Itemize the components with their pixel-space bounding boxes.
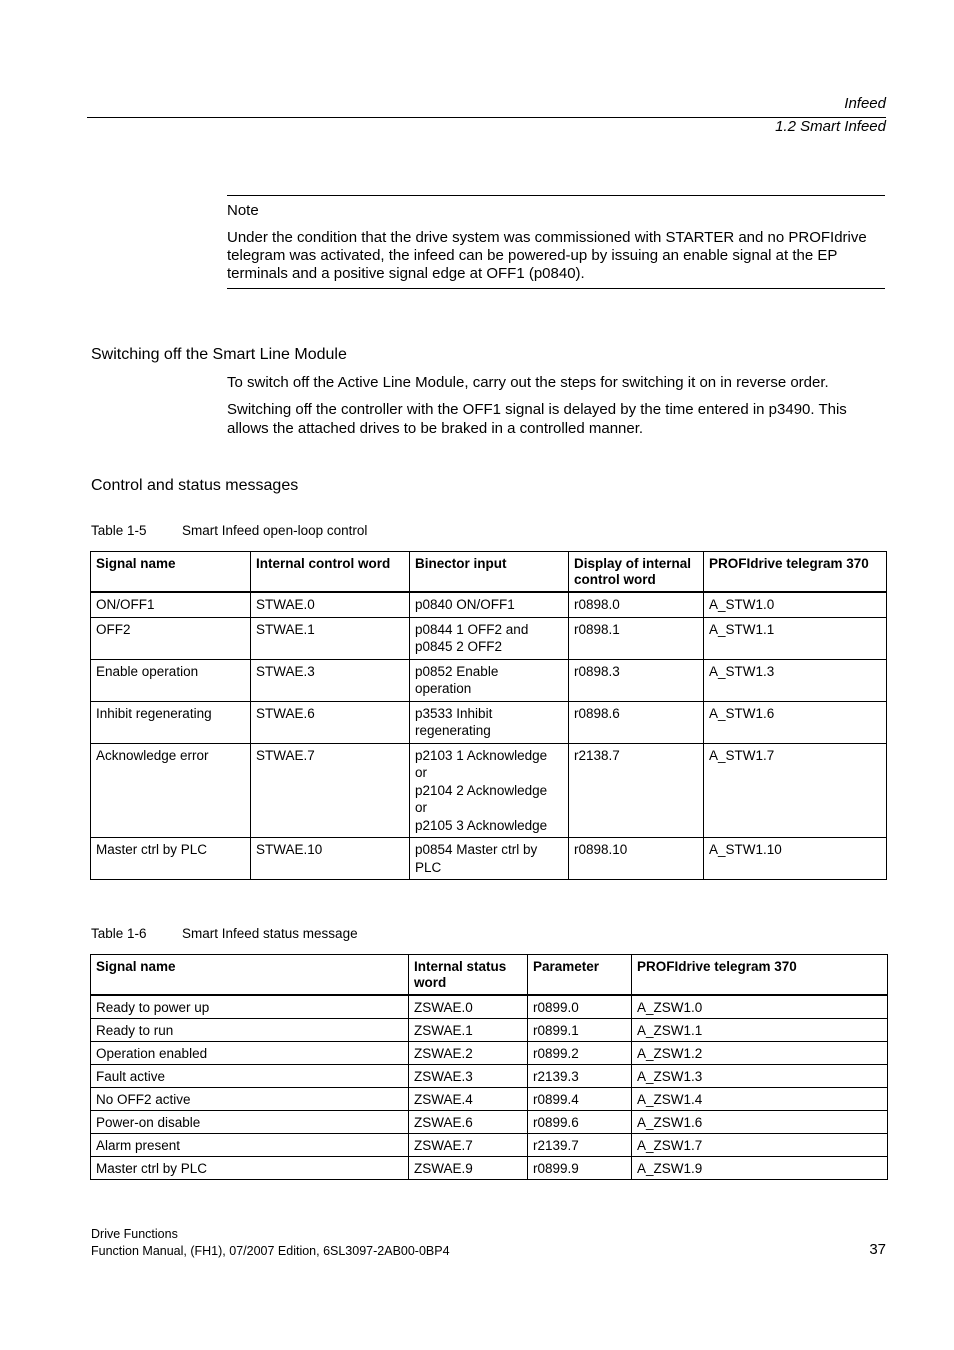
table-cell: Ready to power up xyxy=(91,995,409,1019)
table1-header-row xyxy=(91,552,887,593)
table1-header-cell: Display of internal control word xyxy=(569,552,704,593)
table-cell: r0899.9 xyxy=(528,1157,632,1180)
table-row xyxy=(91,743,887,838)
table-cell: ZSWAE.2 xyxy=(409,1042,528,1065)
table-cell: r0899.1 xyxy=(528,1019,632,1042)
note-body: Under the condition that the drive system was commissioned with STARTER and no PROFIdrive telegram was activated, the infeed can be powered-up by issuing an enable signal at the EP terminals and a positive signal edge at OFF1 (p0840). xyxy=(227,229,867,282)
table-row xyxy=(91,838,887,880)
table-row xyxy=(91,1042,888,1065)
table-cell: A_ZSW1.3 xyxy=(632,1065,888,1088)
table-cell: ZSWAE.4 xyxy=(409,1088,528,1111)
note-bottom-rule xyxy=(227,288,885,289)
table-row xyxy=(91,1065,888,1088)
table-cell: A_ZSW1.1 xyxy=(632,1019,888,1042)
table-cell: STWAE.1 xyxy=(251,617,410,659)
footer-title: Drive Functions xyxy=(91,1227,178,1241)
table-row xyxy=(91,1111,888,1134)
table-cell: Operation enabled xyxy=(91,1042,409,1065)
table-cell: ZSWAE.0 xyxy=(409,995,528,1019)
table2-header-cell: Parameter xyxy=(528,955,632,996)
table-cell: p0844 1 OFF2 and p0845 2 OFF2 xyxy=(410,617,569,659)
table-row xyxy=(91,1134,888,1157)
table-cell: A_STW1.1 xyxy=(704,617,887,659)
switching-off-para-1: To switch off the Active Line Module, carry out the steps for switching it on in reverse order. xyxy=(227,374,829,391)
table-cell: Ready to run xyxy=(91,1019,409,1042)
table2-header-row xyxy=(91,955,888,996)
note-top-rule xyxy=(227,195,885,196)
table-cell: Master ctrl by PLC xyxy=(91,1157,409,1180)
table-cell: p2103 1 Acknowledge or p2104 2 Acknowledge or p2105 3 Acknowledge xyxy=(410,743,569,838)
table-cell: A_ZSW1.0 xyxy=(632,995,888,1019)
table-cell: Acknowledge error xyxy=(91,743,251,838)
table-row xyxy=(91,659,887,701)
table-row xyxy=(91,701,887,743)
table-cell: A_ZSW1.2 xyxy=(632,1042,888,1065)
switching-off-para-2: Switching off the controller with the OFF1 signal is delayed by the time entered in p3490. This allows the attached drives to be braked in a controlled manner. xyxy=(227,401,847,437)
table-cell: STWAE.7 xyxy=(251,743,410,838)
table-cell: r0898.1 xyxy=(569,617,704,659)
table-row xyxy=(91,1088,888,1111)
table-row xyxy=(91,995,888,1019)
section-heading-switching-off: Switching off the Smart Line Module xyxy=(91,346,347,363)
table-cell: STWAE.6 xyxy=(251,701,410,743)
table-cell: A_ZSW1.6 xyxy=(632,1111,888,1134)
table1-caption xyxy=(91,523,367,538)
table-cell: r0899.6 xyxy=(528,1111,632,1134)
table-cell: ZSWAE.6 xyxy=(409,1111,528,1134)
table-row xyxy=(91,617,887,659)
table-cell: r2138.7 xyxy=(569,743,704,838)
header-section: 1.2 Smart Infeed xyxy=(775,118,886,135)
table-cell: p0840 ON/OFF1 xyxy=(410,592,569,617)
note-title: Note xyxy=(227,202,259,219)
table-cell: p3533 Inhibit regenerating xyxy=(410,701,569,743)
table-cell: ON/OFF1 xyxy=(91,592,251,617)
table-cell: A_ZSW1.7 xyxy=(632,1134,888,1157)
table-cell: A_ZSW1.9 xyxy=(632,1157,888,1180)
table-cell: Alarm present xyxy=(91,1134,409,1157)
table-cell: r0899.4 xyxy=(528,1088,632,1111)
table2-header-cell: Signal name xyxy=(91,955,409,996)
table-cell: STWAE.0 xyxy=(251,592,410,617)
page-number: 37 xyxy=(869,1241,886,1258)
table2-header-cell: Internal status word xyxy=(409,955,528,996)
table-cell: r0898.6 xyxy=(569,701,704,743)
table1-header-cell: Binector input xyxy=(410,552,569,593)
table-cell: r0898.0 xyxy=(569,592,704,617)
table-row xyxy=(91,592,887,617)
table-cell: r2139.3 xyxy=(528,1065,632,1088)
table-cell: r0898.10 xyxy=(569,838,704,880)
table-cell: r0899.0 xyxy=(528,995,632,1019)
table-cell: STWAE.3 xyxy=(251,659,410,701)
table-cell: A_STW1.0 xyxy=(704,592,887,617)
table-cell: ZSWAE.7 xyxy=(409,1134,528,1157)
table2-title: Smart Infeed status message xyxy=(182,926,358,941)
table-cell: Inhibit regenerating xyxy=(91,701,251,743)
table1-header-cell: Internal control word xyxy=(251,552,410,593)
table-cell: r0898.3 xyxy=(569,659,704,701)
section-heading-control-status: Control and status messages xyxy=(91,477,299,494)
table-cell: p0852 Enable operation xyxy=(410,659,569,701)
table-cell: A_STW1.7 xyxy=(704,743,887,838)
table-cell: A_ZSW1.4 xyxy=(632,1088,888,1111)
table-cell: No OFF2 active xyxy=(91,1088,409,1111)
status-message-table xyxy=(90,954,888,1180)
table2-caption xyxy=(91,926,358,941)
table1-number: Table 1-5 xyxy=(91,523,147,538)
table-cell: A_STW1.3 xyxy=(704,659,887,701)
table2-number: Table 1-6 xyxy=(91,926,147,941)
table-cell: Fault active xyxy=(91,1065,409,1088)
table1-title: Smart Infeed open-loop control xyxy=(182,523,368,538)
table1-header-cell: Signal name xyxy=(91,552,251,593)
table-cell: p0854 Master ctrl by PLC xyxy=(410,838,569,880)
open-loop-control-table xyxy=(90,551,887,880)
table-cell: Master ctrl by PLC xyxy=(91,838,251,880)
footer-edition: Function Manual, (FH1), 07/2007 Edition, 6SL3097-2AB00-0BP4 xyxy=(91,1244,450,1258)
table-cell: Enable operation xyxy=(91,659,251,701)
table-cell: ZSWAE.9 xyxy=(409,1157,528,1180)
table-cell: A_STW1.6 xyxy=(704,701,887,743)
table-row xyxy=(91,1157,888,1180)
table-cell: OFF2 xyxy=(91,617,251,659)
header-chapter: Infeed xyxy=(844,95,886,112)
table-cell: r0899.2 xyxy=(528,1042,632,1065)
table1-header-cell: PROFIdrive telegram 370 xyxy=(704,552,887,593)
table-row xyxy=(91,1019,888,1042)
table2-header-cell: PROFIdrive telegram 370 xyxy=(632,955,888,996)
table-cell: A_STW1.10 xyxy=(704,838,887,880)
table-cell: ZSWAE.1 xyxy=(409,1019,528,1042)
header-rule xyxy=(87,117,886,118)
table-cell: Power-on disable xyxy=(91,1111,409,1134)
table-cell: STWAE.10 xyxy=(251,838,410,880)
table-cell: r2139.7 xyxy=(528,1134,632,1157)
table-cell: ZSWAE.3 xyxy=(409,1065,528,1088)
